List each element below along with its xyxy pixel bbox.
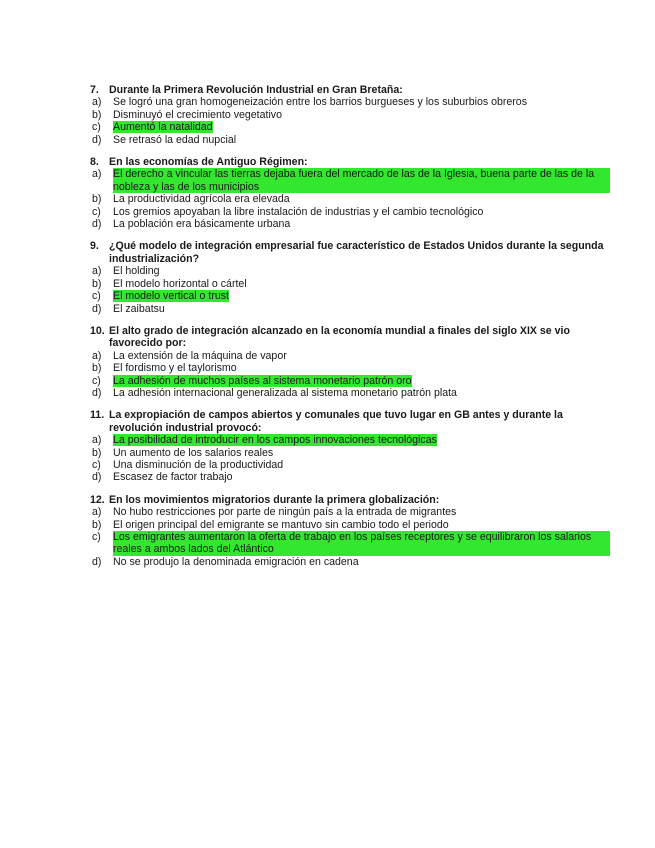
option-letter: d)	[92, 133, 102, 146]
option-a	[90, 434, 610, 446]
option-b	[90, 447, 610, 459]
option-a	[90, 265, 610, 277]
option-text: El modelo horizontal o cártel	[113, 277, 247, 290]
question-7	[90, 84, 610, 146]
option-letter: c)	[92, 458, 101, 471]
question-number: 9.	[90, 240, 99, 253]
option-letter: c)	[92, 374, 101, 387]
option-c	[90, 531, 610, 556]
option-a	[90, 350, 610, 362]
option-letter: d)	[92, 555, 102, 568]
option-a	[90, 506, 610, 518]
option-letter: c)	[92, 290, 101, 303]
option-text: Disminuyó el crecimiento vegetativo	[113, 108, 282, 121]
question-title	[90, 84, 610, 96]
option-list	[90, 265, 610, 315]
option-c	[90, 121, 610, 133]
option-letter: b)	[92, 362, 102, 375]
option-text: La población era básicamente urbana	[113, 218, 291, 231]
option-text: Los gremios apoyaban la libre instalación de industrias y el cambio tecnológico	[113, 205, 484, 218]
option-c	[90, 290, 610, 302]
highlighted-answer: Los emigrantes aumentaron la oferta de trabajo en los países receptores y se equilibraron los salarios reales a ambos lados del Atlántico	[113, 531, 610, 556]
highlighted-answer	[113, 121, 213, 133]
option-text: El origen principal del emigrante se mantuvo sin cambio todo el periodo	[113, 518, 449, 531]
question-list	[90, 84, 610, 578]
option-text: Se retrasó la edad nupcial	[113, 133, 237, 146]
option-list	[90, 168, 610, 230]
option-text: Un aumento de los salarios reales	[113, 446, 274, 459]
question-10	[90, 325, 610, 399]
option-letter: d)	[92, 302, 102, 315]
question-title	[90, 494, 610, 506]
option-text: El holding	[113, 265, 160, 278]
option-letter: b)	[92, 193, 102, 206]
question-number: 10.	[90, 324, 105, 337]
option-letter: c)	[92, 121, 101, 134]
option-letter: a)	[92, 96, 102, 109]
option-b	[90, 519, 610, 531]
highlight-mark: El modelo vertical o trust	[113, 290, 229, 303]
option-letter: b)	[92, 277, 102, 290]
option-text: La productividad agrícola era elevada	[113, 193, 290, 206]
highlighted-answer	[113, 434, 437, 446]
question-12	[90, 494, 610, 568]
option-d	[90, 218, 610, 230]
option-text: Escasez de factor trabajo	[113, 471, 233, 484]
option-d	[90, 387, 610, 399]
option-letter: a)	[92, 506, 102, 519]
option-b	[90, 109, 610, 121]
highlight-mark: La adhesión de muchos países al sistema monetario patrón oro	[113, 374, 412, 387]
option-b	[90, 193, 610, 205]
question-title	[90, 156, 610, 168]
question-number: 7.	[90, 84, 99, 96]
option-c	[90, 459, 610, 471]
option-letter: c)	[92, 531, 101, 543]
highlighted-answer	[113, 290, 229, 302]
option-text: Se logró una gran homogeneización entre los barrios burgueses y los suburbios obreros	[113, 96, 527, 109]
question-text: En las economías de Antiguo Régimen:	[109, 156, 308, 169]
question-title	[90, 409, 610, 434]
option-list	[90, 434, 610, 484]
option-list	[90, 350, 610, 400]
option-letter: d)	[92, 218, 102, 231]
question-number: 11.	[90, 409, 105, 422]
option-text: El zaibatsu	[113, 302, 165, 315]
question-number: 8.	[90, 156, 99, 169]
option-d	[90, 134, 610, 146]
option-letter: b)	[92, 446, 102, 459]
question-11	[90, 409, 610, 483]
highlight-mark: Aumentó la natalidad	[113, 121, 213, 134]
option-a	[90, 168, 610, 193]
option-d	[90, 556, 610, 568]
option-text: No se produjo la denominada emigración en cadena	[113, 555, 359, 568]
option-c	[90, 375, 610, 387]
option-text: La adhesión internacional generalizada al sistema monetario patrón plata	[113, 386, 457, 399]
option-text: Una disminución de la productividad	[113, 458, 284, 471]
question-text: En los movimientos migratorios durante la primera globalización:	[109, 493, 440, 506]
option-letter: b)	[92, 108, 102, 121]
option-b	[90, 362, 610, 374]
option-text: La extensión de la máquina de vapor	[113, 349, 287, 362]
question-text: La expropiación de campos abiertos y comunales que tuvo lugar en GB antes y durante la revolución industrial provocó:	[109, 409, 563, 434]
option-c	[90, 206, 610, 218]
option-b	[90, 278, 610, 290]
option-letter: c)	[92, 205, 101, 218]
option-letter: d)	[92, 471, 102, 484]
option-text: No hubo restricciones por parte de ningún país a la entrada de migrantes	[113, 506, 457, 519]
option-d	[90, 303, 610, 315]
option-a	[90, 96, 610, 108]
option-list	[90, 506, 610, 568]
option-letter: a)	[92, 349, 102, 362]
highlight-mark: La posibilidad de introducir en los campos innovaciones tecnológicas	[113, 434, 437, 447]
question-text: ¿Qué modelo de integración empresarial fue característico de Estados Unidos durante la segunda industrialización?	[109, 240, 604, 265]
question-9	[90, 240, 610, 314]
option-d	[90, 471, 610, 483]
option-text: El fordismo y el taylorismo	[113, 362, 237, 375]
option-letter: a)	[92, 168, 102, 181]
question-number: 12.	[90, 493, 105, 506]
highlighted-answer: El derecho a vincular las tierras dejaba fuera del mercado de las de la Iglesia, buena parte de las de la nobleza y las de los municipios	[113, 168, 610, 193]
option-letter: d)	[92, 386, 102, 399]
option-letter: a)	[92, 265, 102, 278]
question-text: Durante la Primera Revolución Industrial en Gran Bretaña:	[109, 84, 403, 96]
highlighted-answer	[113, 375, 412, 387]
question-text: El alto grado de integración alcanzado en la economía mundial a finales del siglo XIX se vio favorecido por:	[109, 324, 570, 350]
option-list	[90, 96, 610, 146]
option-letter: b)	[92, 518, 102, 531]
question-8	[90, 156, 610, 230]
question-title	[90, 240, 610, 265]
option-letter: a)	[92, 434, 102, 447]
question-title	[90, 325, 610, 350]
